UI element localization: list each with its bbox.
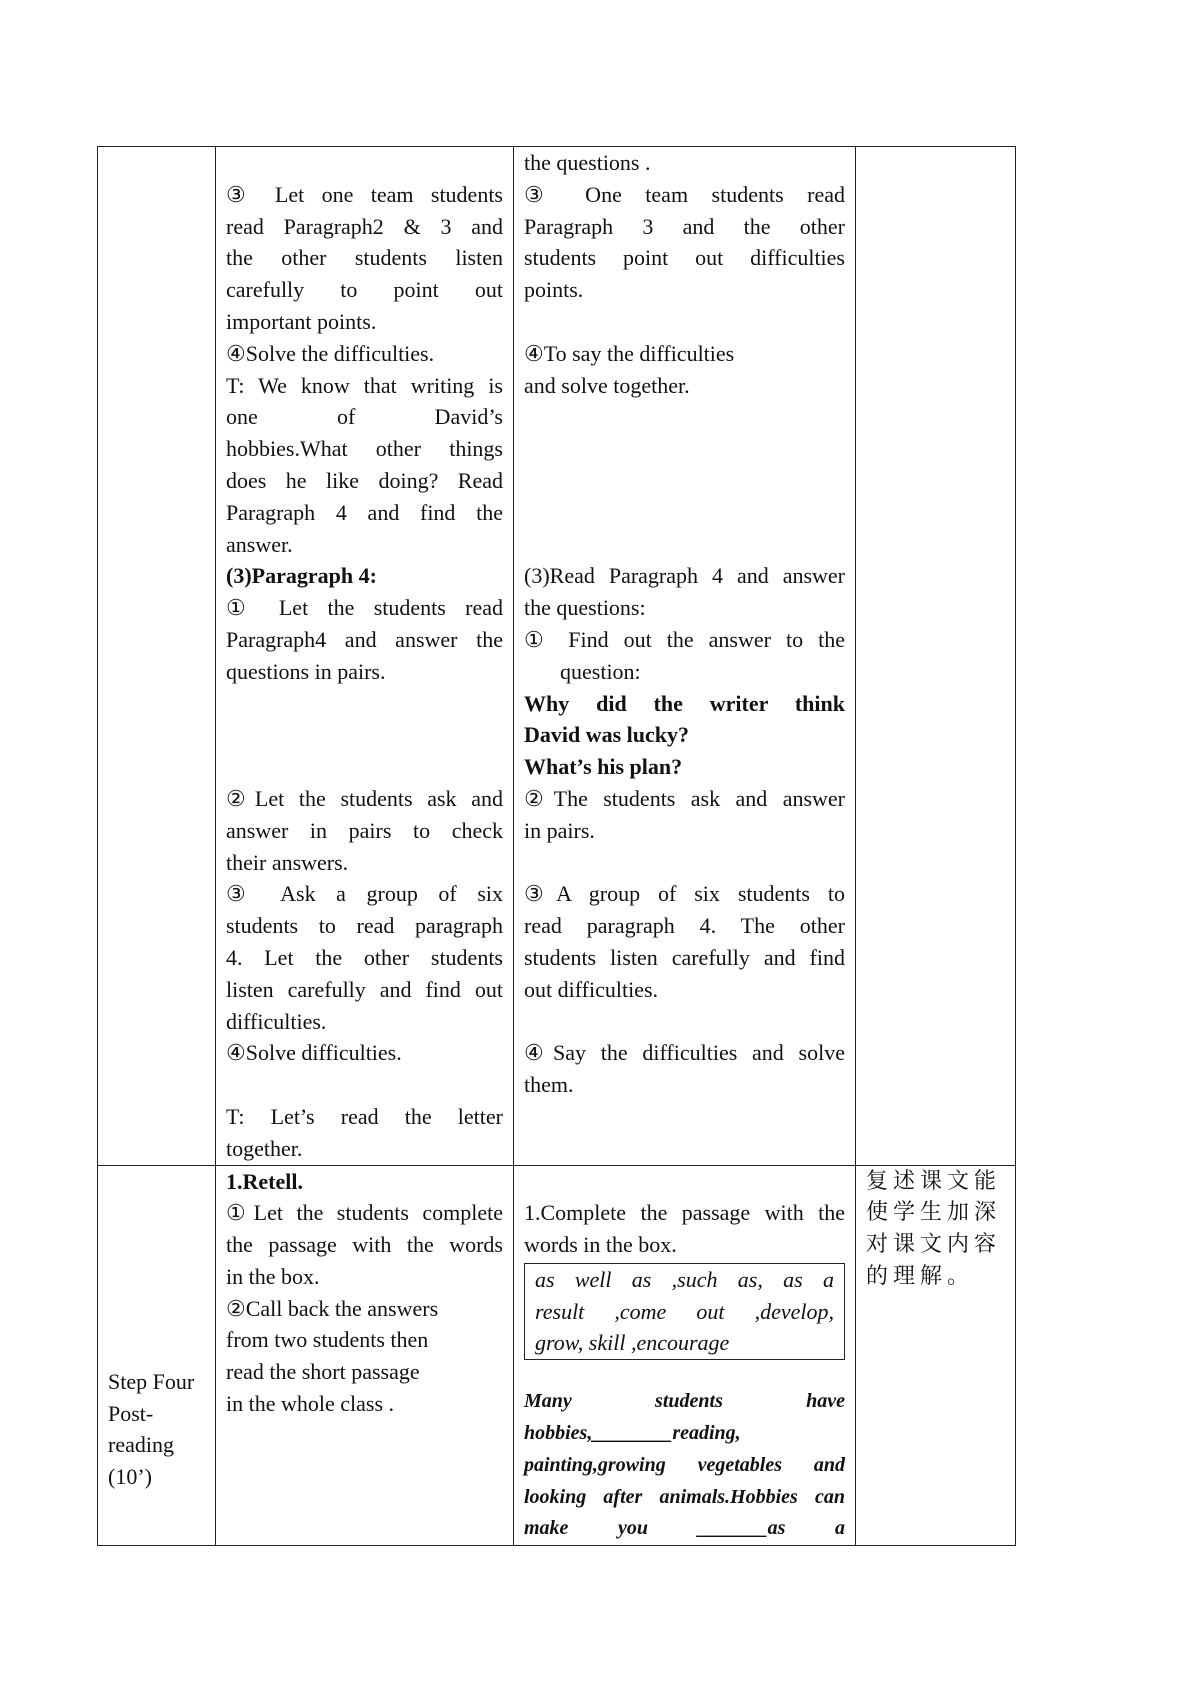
teacher-line: in the whole class . [226,1391,395,1417]
step-cell [98,1165,216,1546]
teacher-line: ④Solve the difficulties. [226,340,435,366]
word-box-line: grow, skill ,encourage [535,1330,730,1356]
teacher-line: questions in pairs. [226,658,386,684]
student-line [524,1006,845,1038]
student-line: Paragraph 3 and the other [524,213,845,239]
teacher-line: T: Let’s read the letter [226,1103,503,1129]
teacher-line: T: We know that writing is [226,372,503,398]
teacher-line: ②Call back the answers [226,1295,439,1321]
student-line: them. [524,1072,574,1098]
teacher-line [226,751,503,783]
student-line: David was lucky? [524,722,690,748]
teacher-activity-lines [226,147,503,1165]
teacher-line: students to read paragraph [226,913,503,939]
teacher-line: 1.Retell. [226,1168,303,1194]
student-line: ②The students ask and answer [524,785,845,811]
word-box-line: result ,come out ,develop, [535,1298,834,1324]
student-line [524,465,845,497]
teacher-line: answer in pairs to check [226,817,503,843]
passage-line: hobbies,________reading, [524,1422,741,1445]
teacher-line: ③ Let one team students [226,181,503,207]
student-line: in pairs. [524,817,595,843]
purpose-cell [856,147,1016,1166]
purpose-text [866,1166,1005,1293]
student-line [524,401,845,433]
step-cell [98,147,216,1166]
step-line: (10’) [108,1464,152,1490]
teacher-line: read Paragraph2 & 3 and [226,213,503,239]
teacher-line: Paragraph 4 and find the [226,499,503,525]
student-line: students listen carefully and find [524,944,845,970]
teacher-line [226,688,503,720]
student-line: the questions: [524,595,646,621]
teacher-line: ①Let the students complete [226,1200,503,1226]
teacher-activity-lines [226,1166,503,1420]
teacher-line: 4. Let the other students [226,944,503,970]
teacher-line: in the box. [226,1263,320,1289]
student-line [524,306,845,338]
table-row [98,147,1016,1166]
teacher-line: together. [226,1135,303,1161]
teacher-line: difficulties. [226,1008,327,1034]
passage-line: Many students have [524,1390,845,1413]
teacher-line: from two students then [226,1327,429,1353]
teacher-line: ②Let the students ask and [226,785,503,811]
step-line: reading [108,1432,174,1458]
lesson-plan-table [97,146,1016,1546]
student-activity-lines [524,1166,845,1261]
passage-line: make you _______as a [524,1517,845,1540]
purpose-cell [856,1165,1016,1546]
student-line [524,497,845,529]
teacher-line [226,1069,503,1101]
teacher-line: ① Let the students read [226,595,503,621]
student-line: and solve together. [524,372,690,398]
teacher-line: their answers. [226,849,349,875]
step-line: Step Four [108,1368,195,1394]
step-label [108,1366,205,1493]
student-activity-cell [514,147,856,1166]
teacher-line: the other students listen [226,245,503,271]
teacher-line: read the short passage [226,1359,420,1385]
student-line: (3)Read Paragraph 4 and answer [524,563,845,589]
passage-line: painting,growing vegetables and [524,1453,845,1476]
purpose-line: 的理解。 [866,1263,975,1289]
teacher-line [226,147,503,179]
student-line: ④To say the difficulties [524,340,735,366]
purpose-line: 复述课文能 [866,1168,1002,1194]
teacher-line: (3)Paragraph 4: [226,563,377,589]
student-line: words in the box. [524,1232,677,1258]
step-line: Post- [108,1400,154,1426]
student-line: question: [560,658,641,684]
student-activity-cell [514,1165,856,1546]
student-line: 1.Complete the passage with the [524,1200,845,1226]
student-line: points. [524,277,584,303]
teacher-line: ③ Ask a group of six [226,881,503,907]
teacher-line: important points. [226,308,377,334]
teacher-line: the passage with the words [226,1232,503,1258]
purpose-line: 对课文内容 [866,1232,1002,1258]
word-box-line: as well as ,such as, as a [535,1266,834,1292]
teacher-line: listen carefully and find out [226,976,503,1002]
student-line: ③ One team students read [524,181,845,207]
teacher-line: ④Solve difficulties. [226,1040,402,1066]
student-line: out difficulties. [524,976,659,1002]
student-line: students point out difficulties [524,245,845,271]
student-line [524,847,845,879]
teacher-line: one of David’s [226,404,503,430]
teacher-activity-cell [216,1165,514,1546]
teacher-line: hobbies.What other things [226,436,503,462]
student-line [524,1166,845,1198]
word-box [524,1263,845,1360]
fill-in-passage [524,1386,845,1545]
student-line: read paragraph 4. The other [524,913,845,939]
student-line [524,529,845,561]
student-line: the questions . [524,150,651,175]
student-line [524,433,845,465]
teacher-line: carefully to point out [226,277,503,303]
student-line: ① Find out the answer to the [524,626,845,652]
student-line: ③A group of six students to [524,881,845,907]
student-line: Why did the writer think [524,690,845,716]
teacher-line: Paragraph4 and answer the [226,626,503,652]
teacher-line: does he like doing? Read [226,467,503,493]
purpose-line: 使学生加深 [866,1200,1002,1226]
teacher-line: answer. [226,531,293,557]
teacher-line [226,719,503,751]
table-row [98,1165,1016,1546]
passage-line: looking after animals.Hobbies can [524,1485,845,1508]
student-activity-lines [524,147,845,1101]
teacher-activity-cell [216,147,514,1166]
student-line: ④Say the difficulties and solve [524,1040,845,1066]
student-line: What’s his plan? [524,754,683,780]
